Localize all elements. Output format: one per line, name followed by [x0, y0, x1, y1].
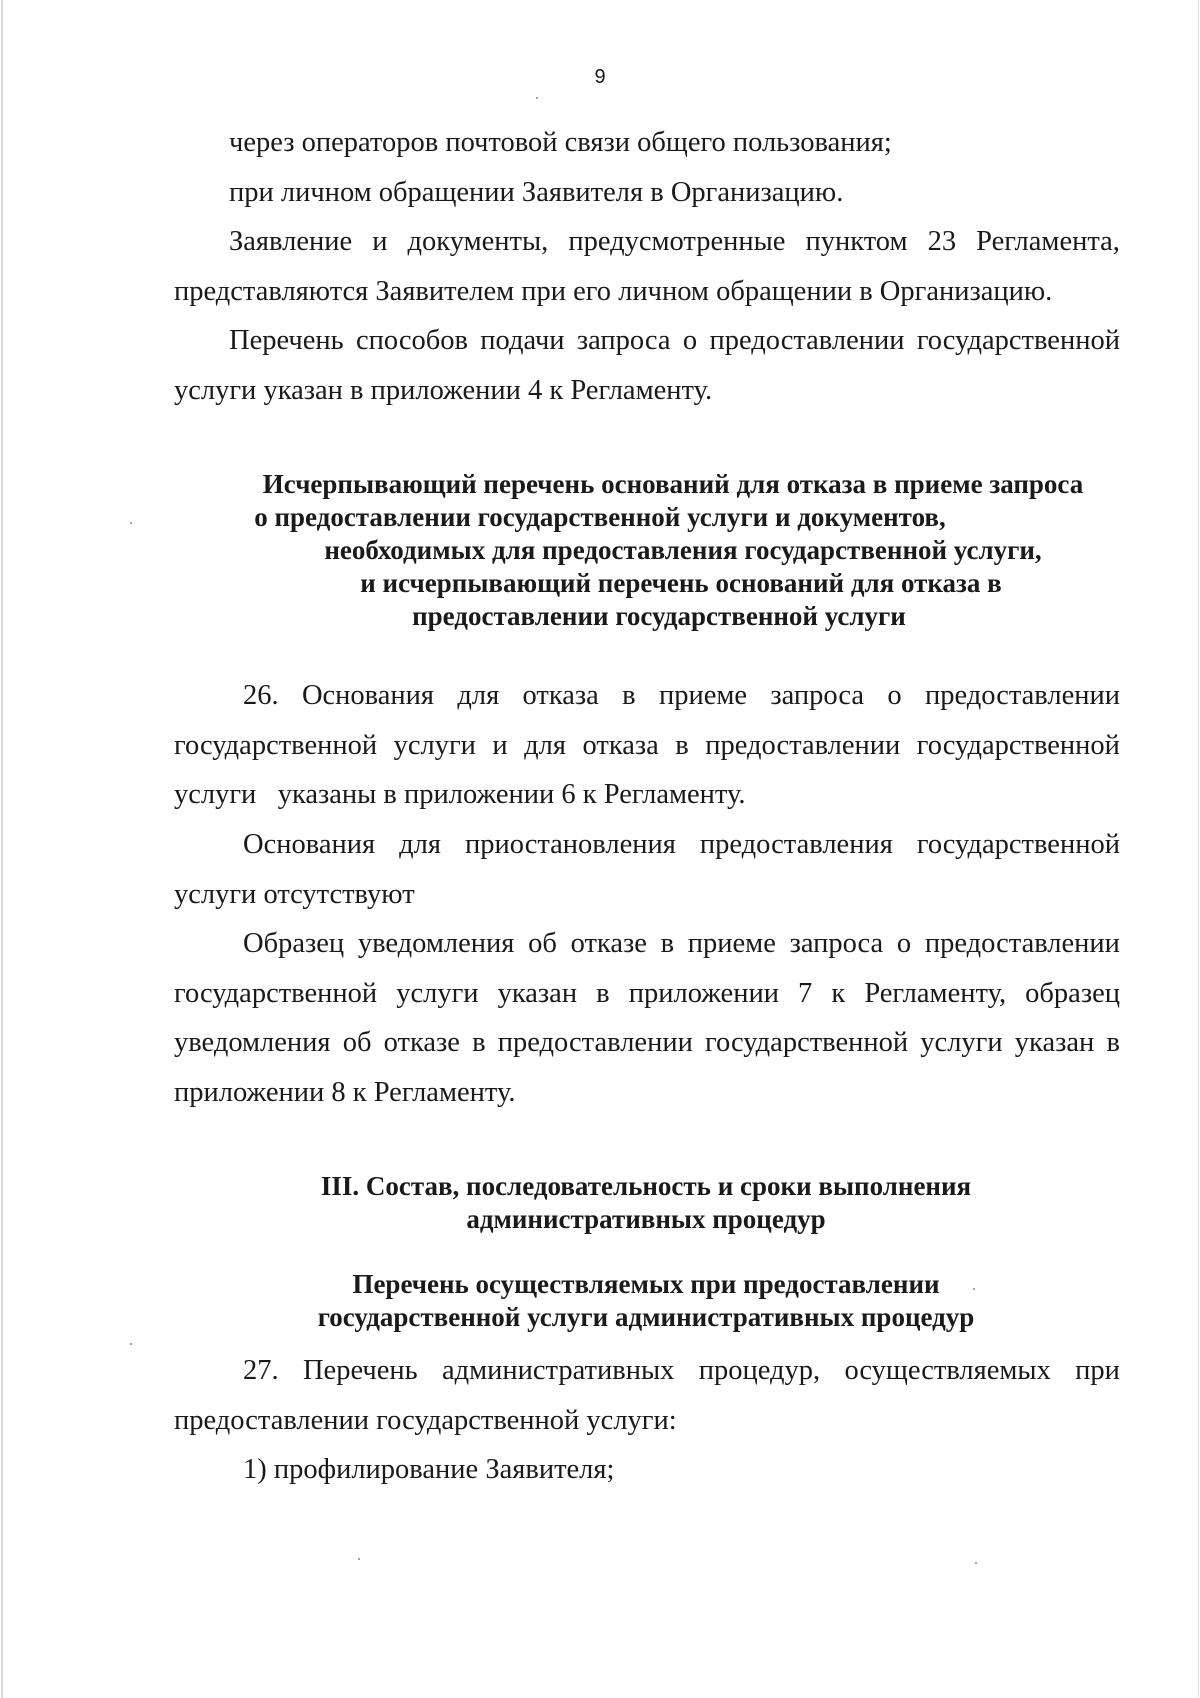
- sample-line-4: приложении 8 к Регламенту.: [174, 1077, 516, 1108]
- item-27-line-2: предоставлении государственной услуги:: [174, 1405, 677, 1436]
- scan-speck: [975, 1562, 977, 1564]
- heading-refusal-line-4: и исчерпывающий перечень оснований для отказа в: [360, 568, 1002, 598]
- suspension-line-1: Основания для приостановления предоставления государственной: [243, 829, 1120, 860]
- sample-line-1: Образец уведомления об отказе в приеме запроса о предоставлении: [243, 928, 1120, 959]
- paragraph-application-line-2: представляются Заявителем при его личном обращении в Организацию.: [174, 276, 1053, 307]
- heading-refusal-line-5: предоставлении государственной услуги: [412, 601, 906, 631]
- paragraph-postal: через операторов почтовой связи общего пользования;: [229, 127, 892, 158]
- heading-refusal-line-1: Исчерпывающий перечень оснований для отказа в приеме запроса: [262, 469, 1084, 499]
- scan-speck: [536, 97, 538, 99]
- item-26-line-3: услуги указаны в приложении 6 к Регламенту.: [174, 779, 746, 810]
- scan-speck: [358, 1558, 360, 1560]
- scan-left-edge: [1, 0, 3, 1698]
- paragraph-personal-visit: при личном обращении Заявителя в Организацию.: [229, 177, 844, 208]
- heading-refusal-line-3: необходимых для предоставления государственной услуги,: [324, 535, 1042, 565]
- section-3-title-line-2: административных процедур: [466, 1204, 826, 1234]
- subheading-line-2: государственной услуги административных процедур: [317, 1302, 975, 1332]
- suspension-line-2: услуги отсутствуют: [174, 879, 415, 910]
- page-number: 9: [594, 66, 606, 88]
- scan-speck: [130, 522, 132, 524]
- section-3-title-line-1: III. Состав, последовательность и сроки выполнения: [320, 1171, 972, 1201]
- scan-speck: [973, 1288, 975, 1290]
- sample-line-2: государственной услуги указан в приложении 7 к Регламенту, образец: [174, 978, 1120, 1009]
- paragraph-methods-line-2: услуги указан в приложении 4 к Регламенту.: [174, 375, 713, 406]
- item-26-line-2: государственной услуги и для отказа в предоставлении государственной: [174, 730, 1120, 761]
- scan-speck: [130, 1343, 132, 1345]
- heading-refusal-line-2: о предоставлении государственной услуги и документов,: [254, 502, 946, 532]
- subheading-line-1: Перечень осуществляемых при предоставлении: [352, 1269, 940, 1299]
- paragraph-methods-line-1: Перечень способов подачи запроса о предоставлении государственной: [229, 325, 1120, 356]
- item-27-line-1: 27. Перечень административных процедур, осуществляемых при: [243, 1355, 1120, 1386]
- sample-line-3: уведомления об отказе в предоставлении государственной услуги указан в: [174, 1027, 1120, 1058]
- item-27-sub-1: 1) профилирование Заявителя;: [243, 1454, 615, 1485]
- paragraph-application-line-1: Заявление и документы, предусмотренные пунктом 23 Регламента,: [229, 226, 1120, 257]
- scan-right-edge: [1198, 0, 1199, 1698]
- item-26-line-1: 26. Основания для отказа в приеме запроса о предоставлении: [243, 680, 1120, 711]
